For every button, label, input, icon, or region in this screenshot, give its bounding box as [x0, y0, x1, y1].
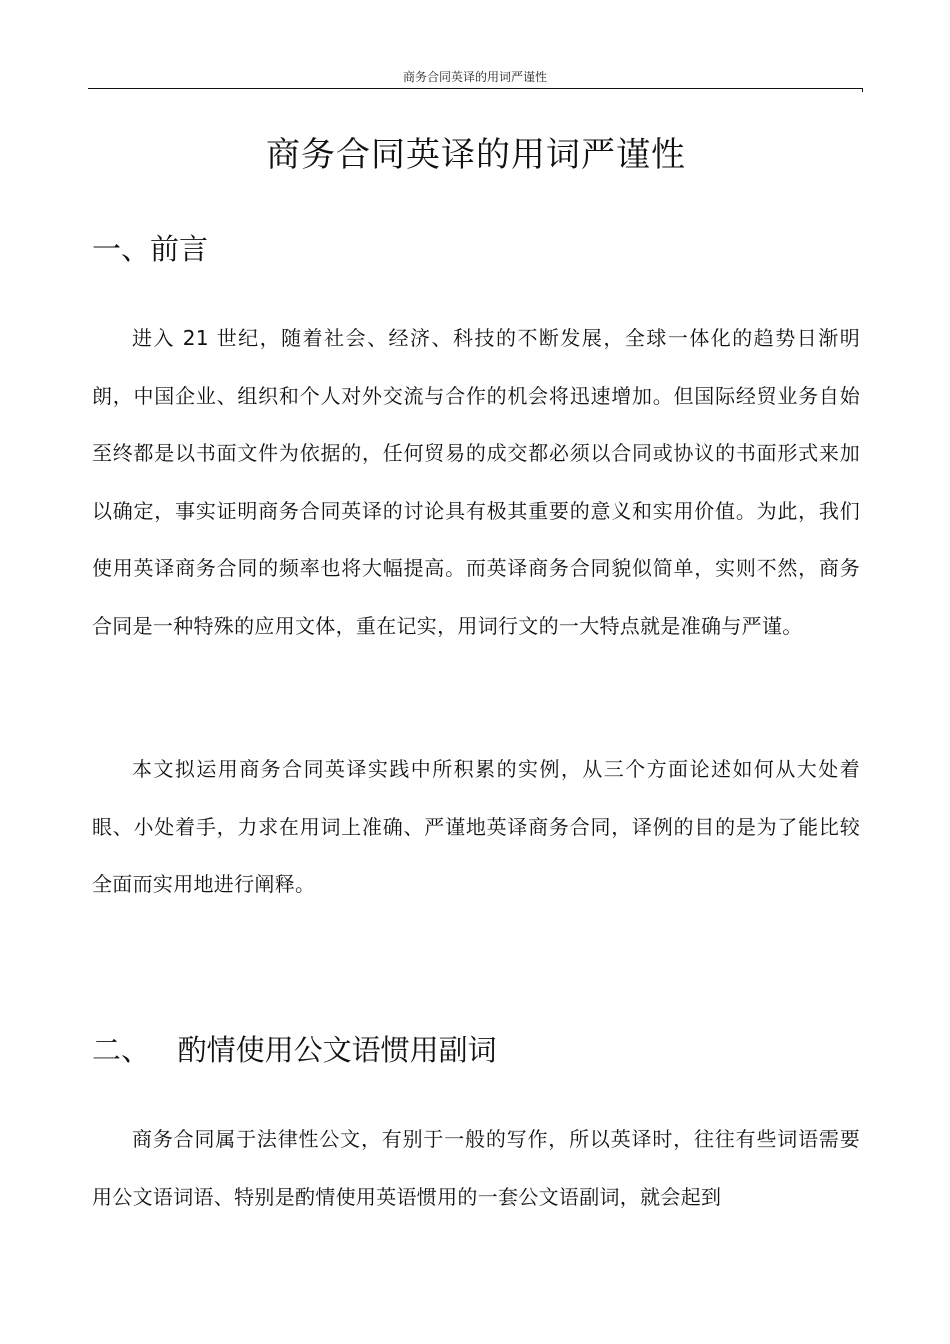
section-heading-adverbs: 二、 酌情使用公文语惯用副词	[92, 1033, 497, 1067]
running-header-title: 商务合同英译的用词严谨性	[402, 70, 547, 84]
paragraph-preface-1: 进入 21 世纪，随着社会、经济、科技的不断发展，全球一体化的趋势日渐明朗，中国企业、组织和个人对外交流与合作的机会将迅速增加。但国际经贸业务自始至终都是以书面文件为依据的，任何贸易的成交都必须以合同或协议的书面形式来加以确定，事实证明商务合同英译的讨论具有极其重要的意义和实用价值。为此，我们使用英译商务合同的频率也将大幅提高。而英译商务合同貌似简单，实则不然，商务合同是一种特殊的应用文体，重在记实，用词行文的一大特点就是准确与严谨。	[92, 326, 860, 638]
running-header	[88, 70, 862, 89]
document-title: 商务合同英译的用词严谨性	[266, 135, 686, 175]
header-rule-tick	[862, 88, 863, 92]
section-heading-preface: 一、前言	[92, 232, 209, 266]
paragraph-preface-2: 本文拟运用商务合同英译实践中所积累的实例，从三个方面论述如何从大处着眼、小处着手，力求在用词上准确、严谨地英译商务合同，译例的目的是为了能比较全面而实用地进行阐释。	[92, 757, 860, 896]
paragraph-adverbs-1: 商务合同属于法律性公文，有别于一般的写作，所以英译时，往往有些词语需要用公文语词语、特别是酌情使用英语惯用的一套公文语副词，就会起到	[92, 1127, 860, 1209]
